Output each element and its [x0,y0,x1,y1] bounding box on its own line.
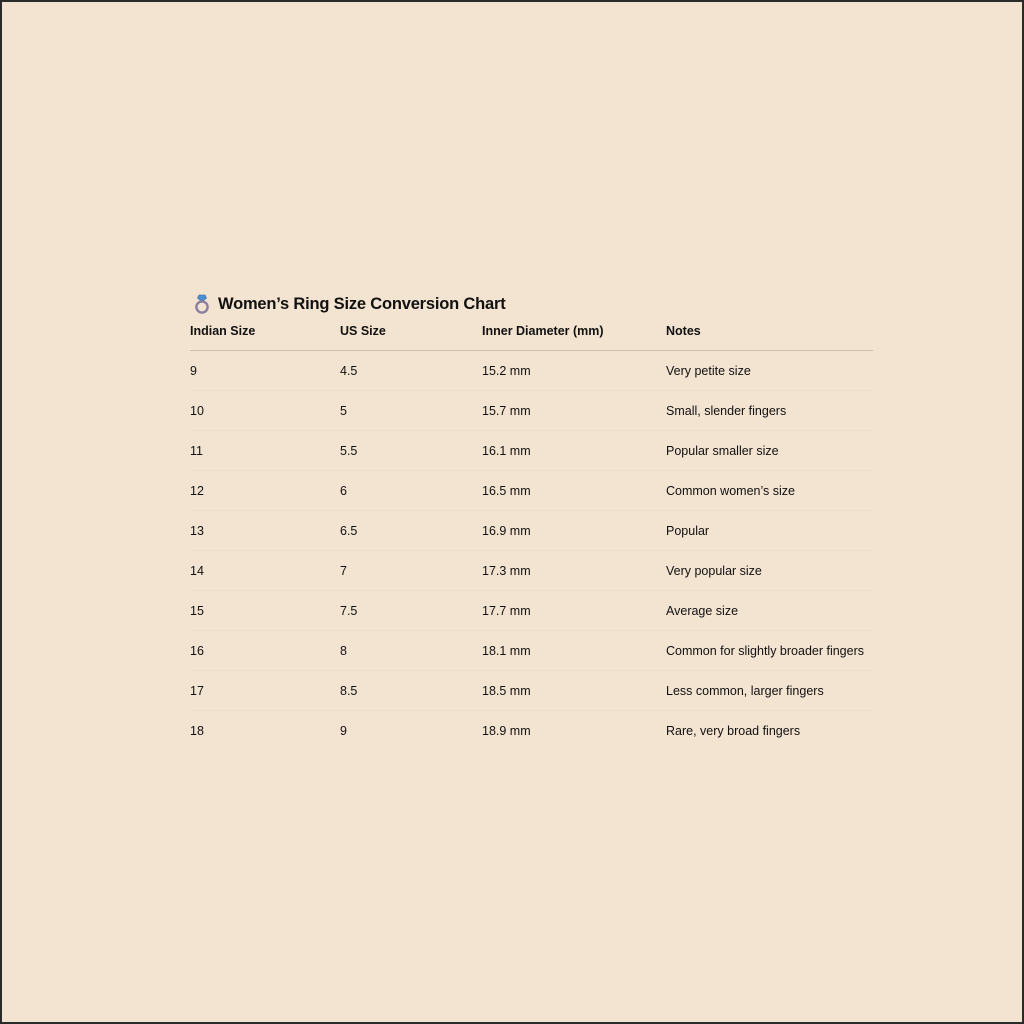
cell-inner-diameter: 17.3 mm [482,551,666,591]
cell-inner-diameter: 18.5 mm [482,671,666,711]
table-row [190,391,873,431]
cell-inner-diameter: 16.5 mm [482,471,666,511]
cell-notes: Less common, larger fingers [666,671,873,711]
cell-indian-size: 13 [190,511,340,551]
chart-title-text: Women’s Ring Size Conversion Chart [218,294,506,313]
table-row [190,671,873,711]
cell-notes: Average size [666,591,873,631]
cell-us-size: 4.5 [340,351,482,391]
header-notes: Notes [666,323,873,351]
cell-indian-size: 12 [190,471,340,511]
ring-size-table [190,323,873,750]
table-row [190,351,873,391]
cell-us-size: 5.5 [340,431,482,471]
cell-notes: Rare, very broad fingers [666,723,801,738]
cell-indian-size: 9 [190,351,340,391]
cell-inner-diameter: 15.2 mm [482,351,666,391]
header-us-size: US Size [340,323,482,351]
cell-us-size: 9 [340,723,347,738]
cell-indian-size: 10 [190,391,340,431]
cell-notes: Small, slender fingers [666,391,873,431]
cell-inner-diameter: 16.1 mm [482,431,666,471]
cell-notes: Very popular size [666,551,873,591]
cell-indian-size: 11 [190,431,340,471]
cell-inner-diameter: 18.1 mm [482,631,666,671]
ring-size-chart [190,292,873,750]
cell-us-size: 6.5 [340,511,482,551]
cell-notes: Common women’s size [666,471,873,511]
cell-notes: Popular [666,511,873,551]
chart-title [190,292,873,316]
table-row [190,551,873,591]
table-row [190,711,873,751]
cell-inner-diameter: 16.9 mm [482,511,666,551]
cell-indian-size: 17 [190,671,340,711]
header-indian-size: Indian Size [190,323,340,351]
cell-indian-size: 14 [190,551,340,591]
cell-notes: Very petite size [666,351,873,391]
cell-us-size: 7 [340,551,482,591]
cell-inner-diameter: 17.7 mm [482,591,666,631]
table-row [190,471,873,511]
cell-notes: Popular smaller size [666,431,873,471]
header-inner-diameter: Inner Diameter (mm) [482,323,666,351]
cell-indian-size: 18 [190,723,204,738]
table-row [190,511,873,551]
cell-us-size: 8 [340,631,482,671]
cell-indian-size: 15 [190,591,340,631]
cell-us-size: 5 [340,391,482,431]
cell-us-size: 6 [340,471,482,511]
cell-indian-size: 16 [190,631,340,671]
table-row [190,591,873,631]
ring-icon [193,294,211,314]
table-header-row [190,323,873,351]
cell-us-size: 7.5 [340,591,482,631]
table-row [190,631,873,671]
table-row [190,431,873,471]
cell-notes: Common for slightly broader fingers [666,631,873,671]
cell-inner-diameter: 15.7 mm [482,391,666,431]
cell-us-size: 8.5 [340,671,482,711]
cell-inner-diameter: 18.9 mm [482,723,531,738]
